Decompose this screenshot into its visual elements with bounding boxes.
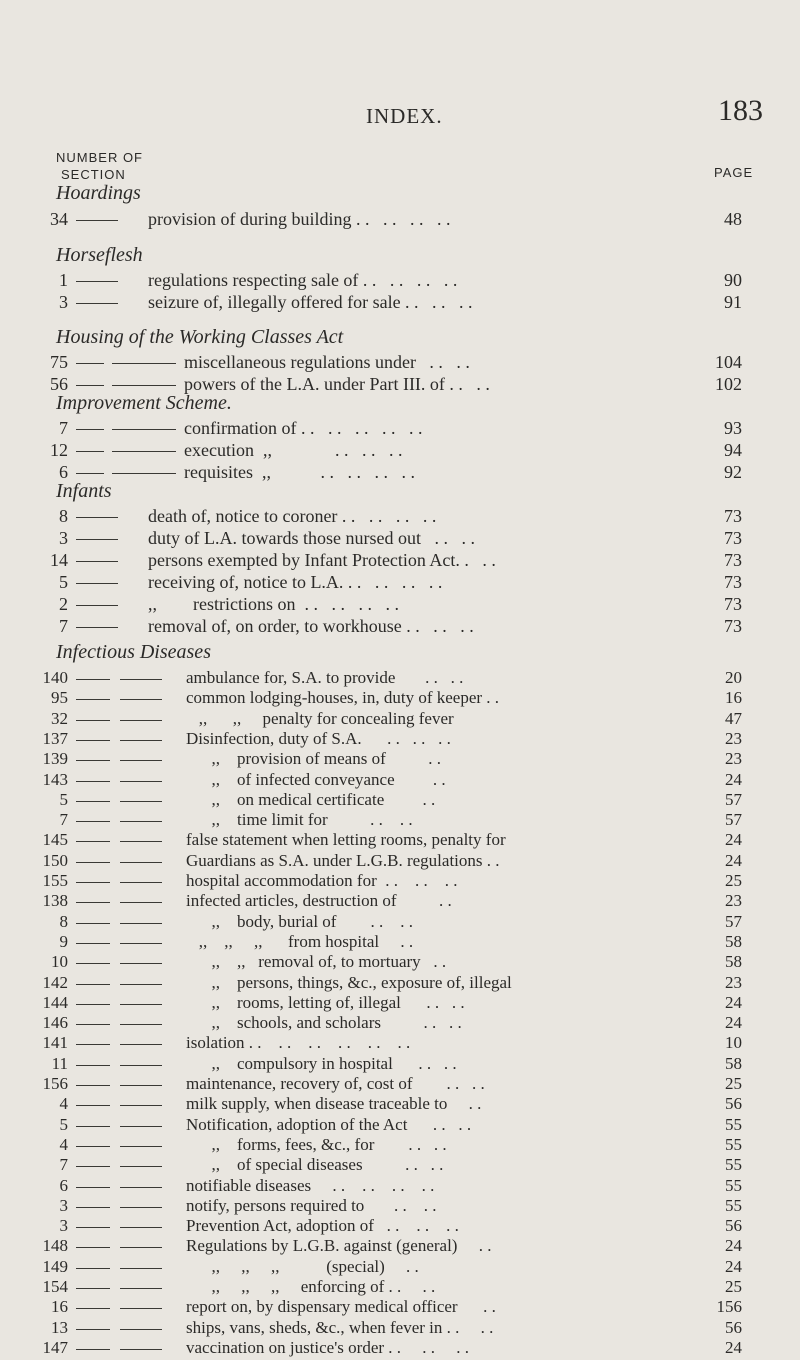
index-entry xyxy=(0,932,800,954)
ditto-dash xyxy=(76,1227,110,1228)
ditto-dash xyxy=(120,984,162,985)
ditto-dash xyxy=(120,1187,162,1188)
entry-text: hospital accommodation for . . . . . . xyxy=(186,871,458,890)
ditto-dash xyxy=(120,821,162,822)
ditto-dash xyxy=(76,605,118,606)
ditto-dash xyxy=(76,583,118,584)
index-entry xyxy=(0,688,800,710)
ditto-dash xyxy=(120,1105,162,1106)
ditto-dash xyxy=(76,902,110,903)
ditto-dash xyxy=(120,963,162,964)
index-entry xyxy=(0,1277,800,1299)
section-number: 5 xyxy=(59,789,68,809)
section-number: 146 xyxy=(42,1013,68,1033)
page-reference: 24 xyxy=(725,769,742,789)
index-entry xyxy=(0,830,800,852)
section-number: 75 xyxy=(50,352,68,372)
entry-text: ,, time limit for . . . . xyxy=(186,810,413,830)
page-reference: 23 xyxy=(725,891,742,911)
ditto-dash xyxy=(120,1065,162,1066)
entry-text: ,, schools, and scholars . . . . xyxy=(186,1013,462,1033)
entry-text: ,, compulsory in hospital . . . . xyxy=(186,1053,457,1073)
page-reference: 73 xyxy=(724,594,742,614)
ditto-dash xyxy=(76,801,110,802)
ditto-dash xyxy=(76,740,110,741)
ditto-dash xyxy=(120,923,162,924)
ditto-dash xyxy=(76,1065,110,1066)
ditto-dash xyxy=(76,1105,110,1106)
page-reference: 56 xyxy=(725,1094,742,1114)
entry-text: death of, notice to coroner . . . . . . . . xyxy=(148,506,437,526)
section-heading: Improvement Scheme. xyxy=(56,392,232,414)
section-number: 147 xyxy=(42,1337,68,1357)
ditto-dash xyxy=(76,760,110,761)
index-entry xyxy=(0,871,800,893)
ditto-dash xyxy=(76,429,104,430)
index-entry xyxy=(0,1135,800,1157)
page-reference: 24 xyxy=(725,992,742,1012)
index-entry xyxy=(0,462,800,484)
page-column-heading: PAGE xyxy=(714,165,754,180)
page-reference: 48 xyxy=(724,209,742,229)
section-heading: Housing of the Working Classes Act xyxy=(56,326,344,348)
ditto-dash xyxy=(120,1146,162,1147)
ditto-dash xyxy=(76,303,118,304)
index-entry xyxy=(0,1115,800,1137)
index-entry xyxy=(0,572,800,594)
section-heading: Hoardings xyxy=(56,182,141,204)
ditto-dash xyxy=(112,363,176,364)
section-number: 3 xyxy=(59,1216,68,1236)
page-reference: 24 xyxy=(725,1337,742,1357)
page-reference: 73 xyxy=(724,572,742,592)
entry-text: false statement when letting rooms, penalty for xyxy=(186,830,506,850)
ditto-dash xyxy=(120,740,162,741)
entry-text: ,, forms, fees, &c., for . . . . xyxy=(186,1134,447,1154)
section-number: 155 xyxy=(42,871,68,890)
index-entry xyxy=(0,891,800,913)
page-reference: 55 xyxy=(725,1155,742,1175)
section-number: 154 xyxy=(42,1277,68,1296)
entry-text: ,, body, burial of . . . . xyxy=(186,911,413,931)
index-entry xyxy=(0,729,800,751)
section-number: 7 xyxy=(59,1155,68,1175)
ditto-dash xyxy=(120,862,162,863)
entry-text: Disinfection, duty of S.A. . . . . . . xyxy=(186,728,451,748)
ditto-dash xyxy=(76,882,110,883)
page-reference: 55 xyxy=(725,1195,742,1215)
ditto-dash xyxy=(76,1024,110,1025)
index-entry xyxy=(0,1257,800,1279)
entry-text: Prevention Act, adoption of . . . . . . xyxy=(186,1216,459,1236)
ditto-dash xyxy=(120,1207,162,1208)
section-number: 8 xyxy=(59,506,68,526)
ditto-dash xyxy=(120,1166,162,1167)
index-entry xyxy=(0,616,800,638)
entry-text: miscellaneous regulations under . . . . xyxy=(184,352,470,372)
section-number: 3 xyxy=(59,1195,68,1215)
section-number: 56 xyxy=(50,374,68,394)
ditto-dash xyxy=(120,679,162,680)
index-entry xyxy=(0,292,800,314)
section-number: 149 xyxy=(42,1256,68,1276)
index-entry xyxy=(0,1216,800,1238)
page-reference: 102 xyxy=(715,374,742,394)
ditto-dash xyxy=(76,781,110,782)
page-reference: 73 xyxy=(724,616,742,636)
section-number: 6 xyxy=(59,1175,68,1195)
page-reference: 16 xyxy=(725,688,742,708)
section-number: 7 xyxy=(59,418,68,438)
ditto-dash xyxy=(76,1308,110,1309)
ditto-dash xyxy=(76,679,110,680)
page-reference: 56 xyxy=(725,1216,742,1236)
ditto-dash xyxy=(76,1247,110,1248)
section-number: 5 xyxy=(59,1114,68,1134)
ditto-dash xyxy=(76,1085,110,1086)
ditto-dash xyxy=(76,627,118,628)
ditto-dash xyxy=(120,1288,162,1289)
page-reference: 23 xyxy=(725,972,742,992)
index-entry xyxy=(0,1013,800,1035)
index-entry xyxy=(0,912,800,934)
entry-text: provision of during building . . . . . . . . xyxy=(148,209,451,229)
page-reference: 24 xyxy=(725,830,742,850)
section-number: 156 xyxy=(42,1074,68,1093)
page-reference: 92 xyxy=(724,462,742,482)
page-reference: 58 xyxy=(725,931,742,951)
ditto-dash xyxy=(76,1349,110,1350)
page-reference: 23 xyxy=(725,728,742,748)
section-number: 142 xyxy=(42,972,68,992)
entry-text: ,, ,, penalty for concealing fever xyxy=(186,708,454,728)
section-number: 1 xyxy=(59,270,68,290)
index-entry xyxy=(0,418,800,440)
column-heading-line-2: SECTION xyxy=(61,167,126,182)
entry-text: ,, persons, things, &c., exposure of, illegal xyxy=(186,972,512,992)
ditto-dash xyxy=(120,943,162,944)
section-number: 2 xyxy=(59,594,68,614)
entry-text: ,, ,, ,, enforcing of . . . . xyxy=(186,1277,436,1296)
page-reference: 73 xyxy=(724,506,742,526)
index-entry xyxy=(0,1054,800,1076)
index-entry xyxy=(0,1236,800,1258)
entry-text: duty of L.A. towards those nursed out . . . . xyxy=(148,528,475,548)
index-entry xyxy=(0,709,800,731)
page-reference: 57 xyxy=(725,789,742,809)
section-number: 10 xyxy=(51,952,68,972)
ditto-dash xyxy=(76,281,118,282)
entry-text: ,, rooms, letting of, illegal . . . . xyxy=(186,992,465,1012)
page-reference: 55 xyxy=(725,1175,742,1195)
entry-text: persons exempted by Infant Protection Act. . . . xyxy=(148,550,496,570)
ditto-dash xyxy=(120,1268,162,1269)
section-number: 32 xyxy=(51,708,68,728)
section-heading: Infectious Diseases xyxy=(56,641,211,663)
index-entry xyxy=(0,952,800,974)
page-reference: 20 xyxy=(725,668,742,687)
section-number: 150 xyxy=(42,850,68,870)
index-entry xyxy=(0,810,800,832)
entry-text: ,, of special diseases . . . . xyxy=(186,1155,444,1175)
ditto-dash xyxy=(76,699,110,700)
section-number: 5 xyxy=(59,572,68,592)
entry-text: powers of the L.A. under Part III. of . . . . xyxy=(184,374,490,394)
ditto-dash xyxy=(76,923,110,924)
ditto-dash xyxy=(120,781,162,782)
page-reference: 24 xyxy=(725,850,742,870)
entry-text: ,, restrictions on . . . . . . . . xyxy=(148,594,399,614)
page-reference: 56 xyxy=(725,1317,742,1337)
entry-text: Regulations by L.G.B. against (general) . . xyxy=(186,1236,492,1256)
ditto-dash xyxy=(120,1126,162,1127)
entry-text: ,, provision of means of . . xyxy=(186,749,441,769)
ditto-dash xyxy=(120,1024,162,1025)
index-entry xyxy=(0,851,800,873)
section-number: 4 xyxy=(59,1134,68,1154)
ditto-dash xyxy=(76,862,110,863)
entry-text: common lodging-houses, in, duty of keeper . . xyxy=(186,688,500,708)
ditto-dash xyxy=(76,1288,110,1289)
index-entry xyxy=(0,770,800,792)
section-number: 7 xyxy=(59,810,68,830)
index-entry xyxy=(0,749,800,771)
ditto-dash xyxy=(120,1004,162,1005)
section-number: 144 xyxy=(42,992,68,1012)
page-reference: 104 xyxy=(715,352,742,372)
section-number: 3 xyxy=(59,528,68,548)
page-reference: 24 xyxy=(725,1236,742,1256)
section-number: 145 xyxy=(42,830,68,850)
index-entry xyxy=(0,1033,800,1055)
ditto-dash xyxy=(76,517,118,518)
section-number: 14 xyxy=(50,550,68,570)
ditto-dash xyxy=(76,1329,110,1330)
page-number: 183 xyxy=(718,94,763,127)
index-entry xyxy=(0,973,800,995)
ditto-dash xyxy=(120,1349,162,1350)
ditto-dash xyxy=(76,1126,110,1127)
ditto-dash xyxy=(120,720,162,721)
page-reference: 94 xyxy=(724,440,742,460)
ditto-dash xyxy=(76,1146,110,1147)
page-reference: 73 xyxy=(724,528,742,548)
section-number: 6 xyxy=(59,462,68,482)
entry-text: Notification, adoption of the Act . . . . xyxy=(186,1114,472,1134)
entry-text: receiving of, notice to L.A. . . . . . . . . xyxy=(148,572,443,592)
ditto-dash xyxy=(112,385,176,386)
index-entry xyxy=(0,270,800,292)
ditto-dash xyxy=(76,473,104,474)
ditto-dash xyxy=(120,1308,162,1309)
section-number: 95 xyxy=(51,688,68,708)
entry-text: isolation . . . . . . . . . . . . xyxy=(186,1033,411,1053)
section-number: 11 xyxy=(51,1053,68,1073)
index-entry xyxy=(0,1297,800,1319)
index-entry xyxy=(0,790,800,812)
page-reference: 90 xyxy=(724,270,742,290)
page-reference: 57 xyxy=(725,911,742,931)
section-number: 140 xyxy=(42,668,68,687)
ditto-dash xyxy=(76,451,104,452)
section-number: 137 xyxy=(42,728,68,748)
entry-text: ,, on medical certificate . . xyxy=(186,789,436,809)
index-entry xyxy=(0,209,800,231)
ditto-dash xyxy=(76,1044,110,1045)
page-title: INDEX. xyxy=(366,104,443,128)
ditto-dash xyxy=(76,720,110,721)
index-entry xyxy=(0,1094,800,1116)
entry-text: ,, of infected conveyance . . xyxy=(186,769,446,789)
page-reference: 25 xyxy=(725,1074,742,1093)
entry-text: regulations respecting sale of . . . . . . . . xyxy=(148,270,458,290)
page-reference: 24 xyxy=(725,1013,742,1033)
page-reference: 57 xyxy=(725,810,742,830)
index-entry xyxy=(0,550,800,572)
ditto-dash xyxy=(76,220,118,221)
column-heading-line-1: NUMBER OF xyxy=(56,150,143,165)
page-reference: 58 xyxy=(725,952,742,972)
entry-text: execution ,, . . . . . . xyxy=(184,440,403,460)
ditto-dash xyxy=(112,451,176,452)
index-entry xyxy=(0,440,800,462)
ditto-dash xyxy=(76,363,104,364)
ditto-dash xyxy=(76,1187,110,1188)
section-number: 4 xyxy=(59,1094,68,1114)
ditto-dash xyxy=(76,821,110,822)
section-number: 138 xyxy=(42,891,68,911)
ditto-dash xyxy=(120,1085,162,1086)
page-reference: 91 xyxy=(724,292,742,312)
entry-text: ,, ,, ,, from hospital . . xyxy=(186,931,414,951)
entry-text: requisites ,, . . . . . . . . xyxy=(184,462,415,482)
index-entry xyxy=(0,1338,800,1360)
ditto-dash xyxy=(120,699,162,700)
ditto-dash xyxy=(120,841,162,842)
index-entry xyxy=(0,993,800,1015)
page-reference: 10 xyxy=(725,1033,742,1053)
ditto-dash xyxy=(76,1268,110,1269)
section-number: 3 xyxy=(59,292,68,312)
section-number: 141 xyxy=(42,1033,68,1053)
entry-text: notifiable diseases . . . . . . . . xyxy=(186,1175,435,1195)
ditto-dash xyxy=(120,760,162,761)
entry-text: notify, persons required to . . . . xyxy=(186,1195,437,1215)
index-entry xyxy=(0,528,800,550)
entry-text: vaccination on justice's order . . . . . . xyxy=(186,1337,470,1357)
entry-text: Guardians as S.A. under L.G.B. regulations . . xyxy=(186,850,500,870)
page-reference: 58 xyxy=(725,1053,742,1073)
index-entry xyxy=(0,352,800,374)
entry-text: ,, ,, ,, (special) . . xyxy=(186,1256,419,1276)
entry-text: removal of, on order, to workhouse . . . . . . xyxy=(148,616,474,636)
page-reference: 73 xyxy=(724,550,742,570)
ditto-dash xyxy=(76,963,110,964)
entry-text: ambulance for, S.A. to provide . . . . xyxy=(186,668,464,687)
ditto-dash xyxy=(112,429,176,430)
index-entry xyxy=(0,1074,800,1096)
section-number: 8 xyxy=(59,911,68,931)
section-number: 13 xyxy=(51,1317,68,1337)
index-entry xyxy=(0,668,800,690)
ditto-dash xyxy=(120,902,162,903)
entry-text: seizure of, illegally offered for sale . . . . . . xyxy=(148,292,473,312)
page-reference: 25 xyxy=(725,1277,742,1296)
section-number: 9 xyxy=(59,931,68,951)
section-number: 12 xyxy=(50,440,68,460)
index-entry xyxy=(0,1196,800,1218)
section-number: 139 xyxy=(42,749,68,769)
ditto-dash xyxy=(120,1227,162,1228)
index-entry xyxy=(0,1318,800,1340)
index-entry xyxy=(0,1155,800,1177)
section-number: 34 xyxy=(50,209,68,229)
ditto-dash xyxy=(76,1004,110,1005)
index-entry xyxy=(0,1176,800,1198)
entry-text: infected articles, destruction of . . xyxy=(186,891,452,911)
ditto-dash xyxy=(120,1247,162,1248)
ditto-dash xyxy=(120,801,162,802)
section-number: 7 xyxy=(59,616,68,636)
entry-text: confirmation of . . . . . . . . . . xyxy=(184,418,423,438)
ditto-dash xyxy=(76,841,110,842)
ditto-dash xyxy=(76,561,118,562)
ditto-dash xyxy=(120,1329,162,1330)
ditto-dash xyxy=(76,984,110,985)
ditto-dash xyxy=(76,1166,110,1167)
entry-text: maintenance, recovery of, cost of . . . . xyxy=(186,1074,485,1093)
page-reference: 93 xyxy=(724,418,742,438)
ditto-dash xyxy=(76,1207,110,1208)
page-reference: 23 xyxy=(725,749,742,769)
page-reference: 25 xyxy=(725,871,742,890)
section-heading: Infants xyxy=(56,480,112,502)
index-entry xyxy=(0,506,800,528)
page-reference: 24 xyxy=(725,1256,742,1276)
page-reference: 55 xyxy=(725,1114,742,1134)
page-reference: 47 xyxy=(725,708,742,728)
ditto-dash xyxy=(76,943,110,944)
entry-text: ,, ,, removal of, to mortuary . . xyxy=(186,952,447,972)
page-reference: 156 xyxy=(716,1297,742,1317)
entry-text: report on, by dispensary medical officer . . xyxy=(186,1297,496,1317)
entry-text: milk supply, when disease traceable to . . xyxy=(186,1094,482,1114)
ditto-dash xyxy=(76,539,118,540)
section-number-column-heading xyxy=(56,149,143,183)
ditto-dash xyxy=(112,473,176,474)
section-number: 148 xyxy=(42,1236,68,1256)
section-number: 16 xyxy=(51,1297,68,1317)
section-heading: Horseflesh xyxy=(56,244,143,266)
index-entry xyxy=(0,594,800,616)
section-number: 143 xyxy=(42,769,68,789)
ditto-dash xyxy=(120,1044,162,1045)
page-reference: 55 xyxy=(725,1134,742,1154)
ditto-dash xyxy=(76,385,104,386)
ditto-dash xyxy=(120,882,162,883)
entry-text: ships, vans, sheds, &c., when fever in . . . . xyxy=(186,1317,494,1337)
